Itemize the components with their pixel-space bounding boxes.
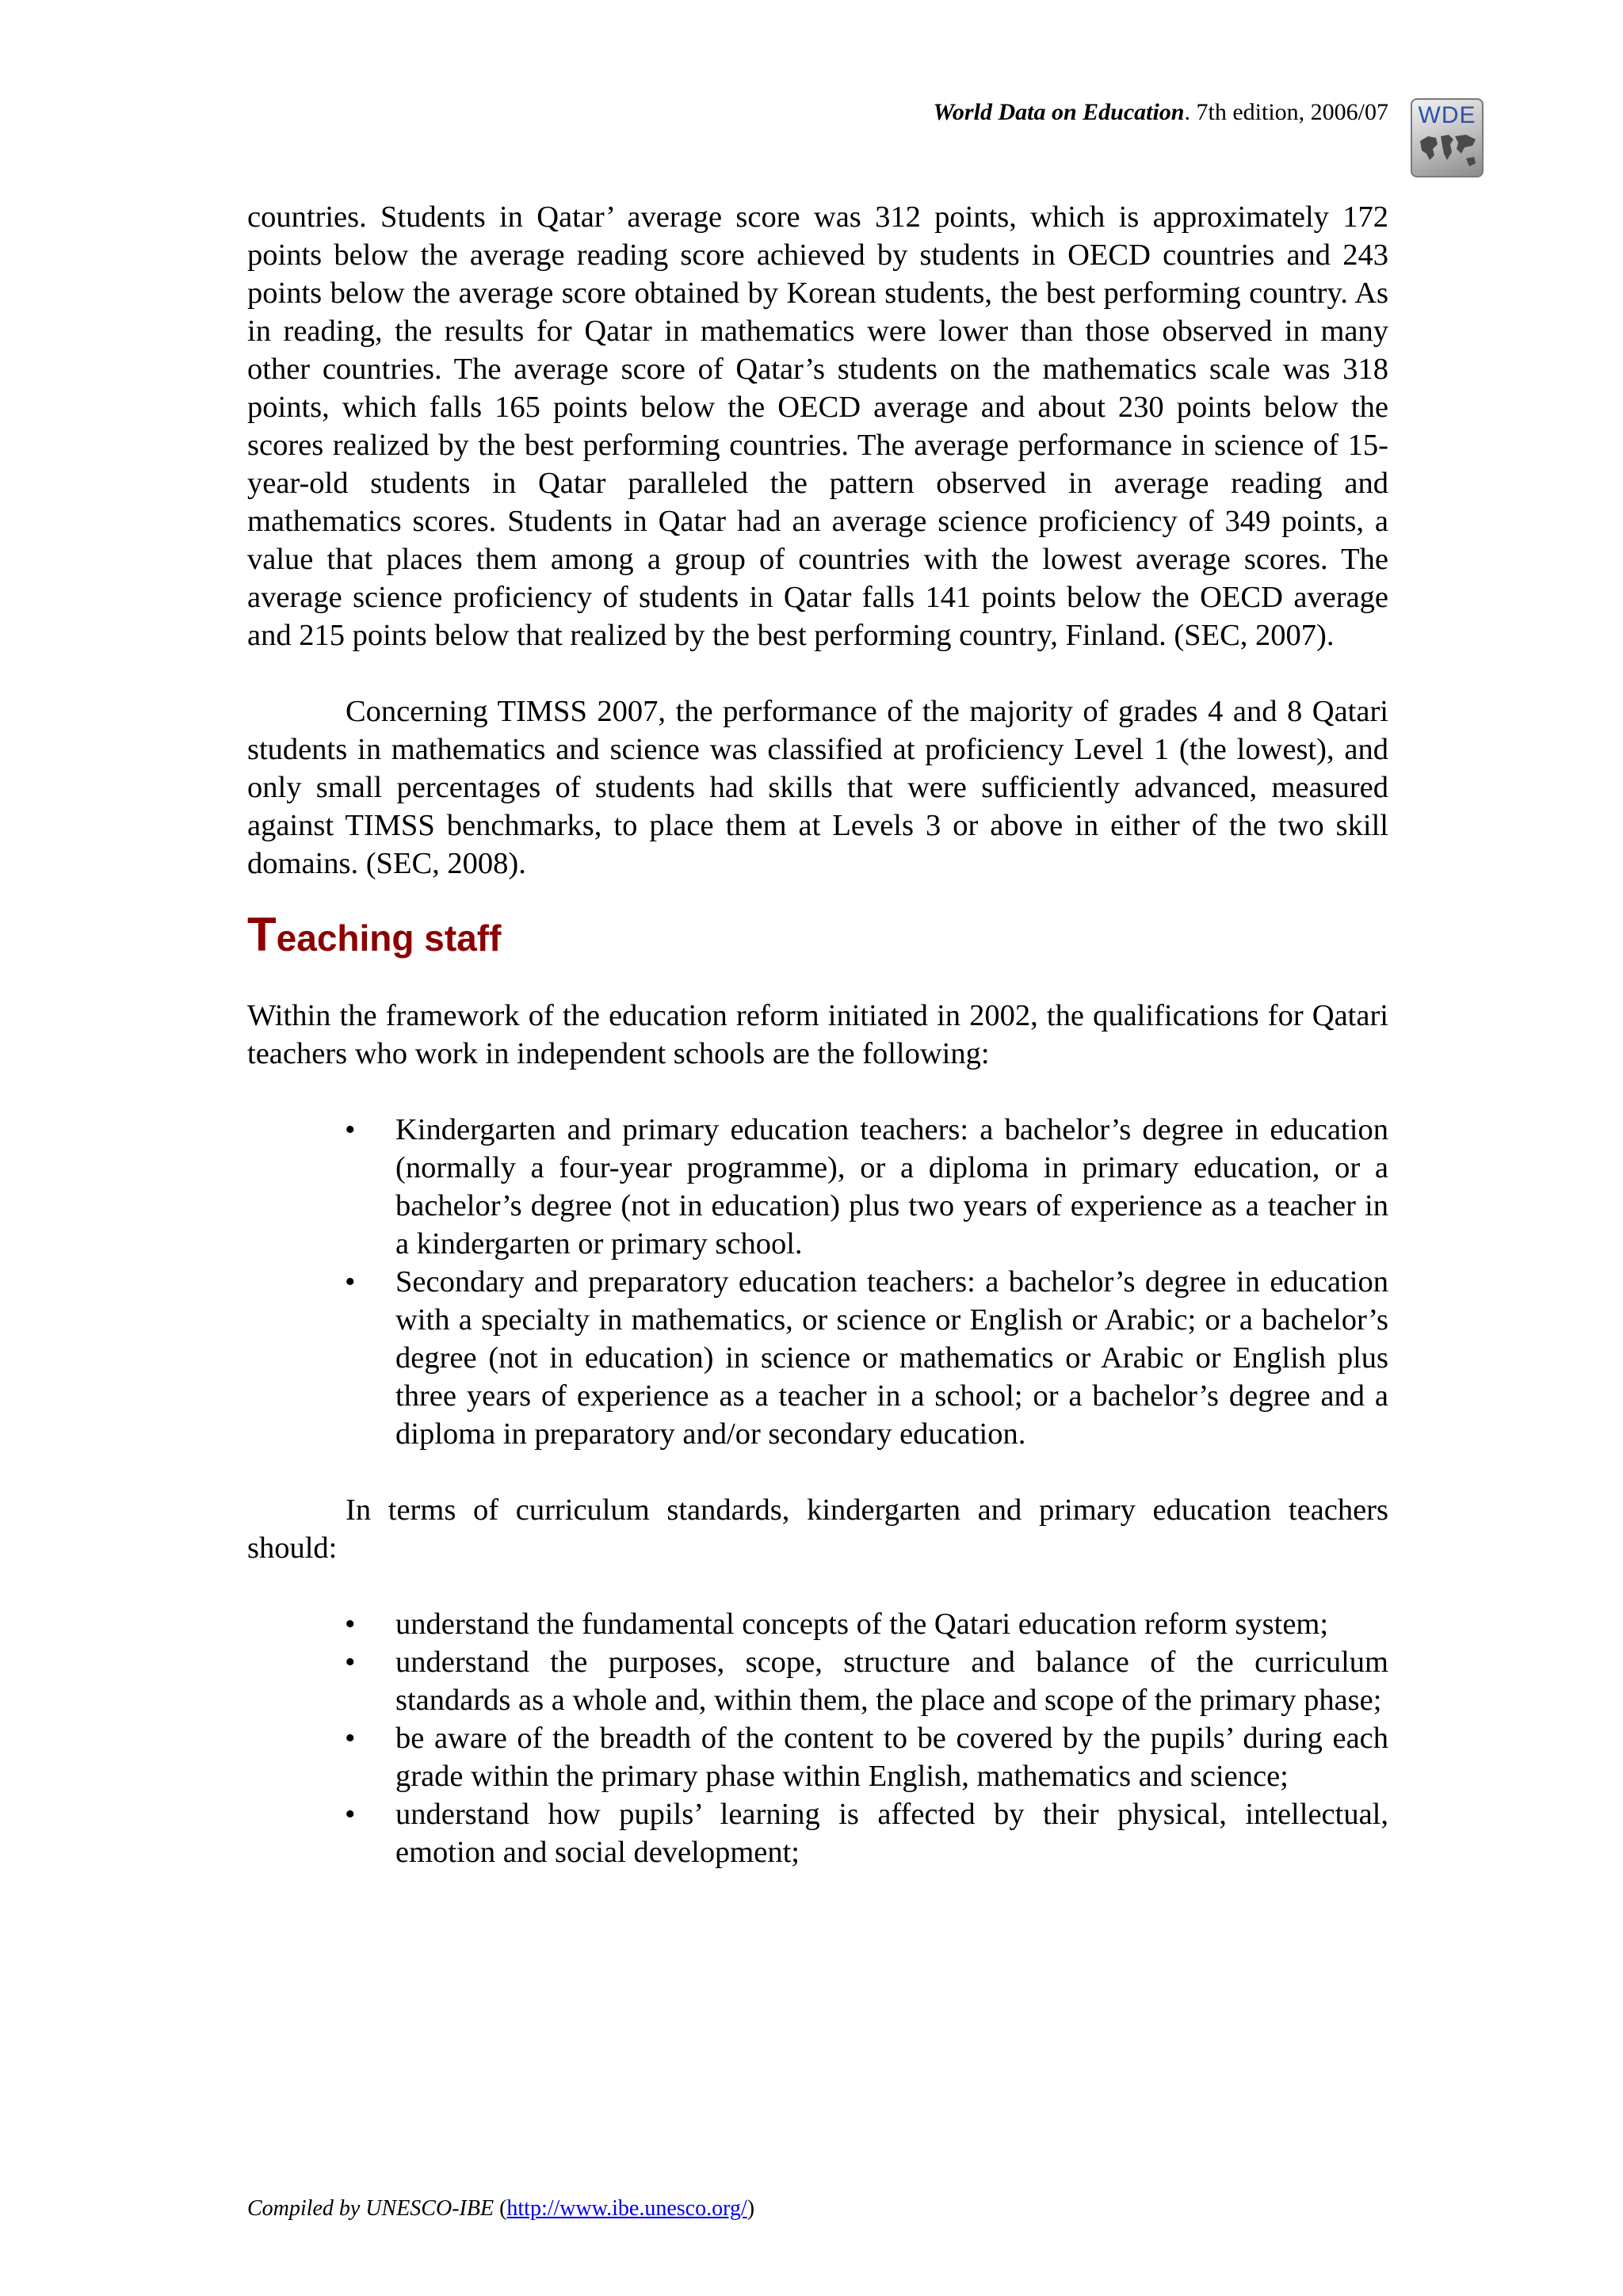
page-footer	[247, 2195, 1388, 2223]
list-item	[345, 1643, 1388, 1719]
qualifications-list	[247, 1111, 1388, 1453]
list-item-text: Kindergarten and primary education teachers: a bachelor’s degree in education (normally a four-year programme), or a diploma in primary education, or a bachelor’s degree (not in education) plus two years of experience as a teacher in a kindergarten or primary school.	[395, 1113, 1388, 1261]
publication-title: World Data on Education	[933, 99, 1185, 125]
running-header	[792, 97, 1388, 128]
footer-paren-open: (	[494, 2196, 507, 2221]
edition-text: . 7th edition, 2006/07	[1184, 99, 1388, 125]
bullet-icon: •	[345, 1798, 356, 1831]
list-item-text: Secondary and preparatory education teachers: a bachelor’s degree in education with a specialty in mathematics, or science or English or Arabic; or a bachelor’s degree (not in education) in science or mathematics or Arabic or English plus three years of experience as a teacher in a school; or a bachelor’s degree and a diploma in preparatory and/or secondary education.	[395, 1265, 1388, 1451]
list-item	[345, 1719, 1388, 1795]
list-item	[345, 1263, 1388, 1453]
bullet-icon: •	[345, 1608, 356, 1641]
paragraph-qualifications-intro: Within the framework of the education reform initiated in 2002, the qualifications for Qatari teachers who work in independent schools are the following:	[247, 999, 1388, 1070]
list-item	[345, 1111, 1388, 1263]
bullet-icon: •	[345, 1113, 356, 1146]
list-item-text: understand the purposes, scope, structure and balance of the curriculum standards as a whole and, within them, the place and scope of the primary phase;	[395, 1646, 1388, 1717]
bullet-icon: •	[345, 1722, 356, 1755]
curriculum-standards-list	[247, 1605, 1388, 1871]
heading-rest: eaching staff	[276, 917, 502, 959]
list-item-text: understand the fundamental concepts of the Qatari education reform system;	[395, 1608, 1329, 1641]
world-map-icon	[1417, 132, 1479, 173]
paragraph-curriculum-standards: In terms of curriculum standards, kindergarten and primary education teachers should:	[247, 1493, 1388, 1565]
list-item-text: understand how pupils’ learning is affected by their physical, intellectual, emotion and social development;	[395, 1798, 1388, 1869]
logo-text: WDE	[1418, 102, 1476, 128]
wde-logo	[1411, 98, 1484, 177]
ibe-website-link[interactable]: http://www.ibe.unesco.org/	[506, 2196, 747, 2221]
footer-paren-close: )	[747, 2196, 755, 2221]
list-item-text: be aware of the breadth of the content to be covered by the pupils’ during each grade within the primary phase within English, mathematics and science;	[395, 1722, 1388, 1793]
footer-compiled-by: Compiled by UNESCO-IBE	[247, 2196, 495, 2221]
list-item	[345, 1795, 1388, 1871]
section-heading-teaching-staff	[247, 908, 1388, 961]
main-content	[247, 198, 1388, 1871]
bullet-icon: •	[345, 1265, 356, 1299]
list-item	[345, 1605, 1388, 1643]
paragraph-pisa-results: countries. Students in Qatar’ average score was 312 points, which is approximately 172 points below the average reading score achieved by students in OECD countries and 243 points below the average score obtained by Korean students, the best performing country. As in reading, the results for Qatar in mathematics were lower than those observed in many other countries. The average score of Qatar’s students on the mathematics scale was 318 points, which falls 165 points below the OECD average and about 230 points below the scores realized by the best performing countries. The average performance in science of 15-year-old students in Qatar paralleled the pattern observed in average reading and mathematics scores. Students in Qatar had an average science proficiency of 349 points, a value that places them among a group of countries with the lowest average scores. The average science proficiency of students in Qatar falls 141 points below the OECD average and 215 points below that realized by the best performing country, Finland. (SEC, 2007).	[247, 200, 1388, 652]
heading-initial: T	[247, 908, 277, 961]
paragraph-timss-results: Concerning TIMSS 2007, the performance of the majority of grades 4 and 8 Qatari students in mathematics and science was classified at proficiency Level 1 (the lowest), and only small percentages of students had skills that were sufficiently advanced, measured against TIMSS benchmarks, to place them at Levels 3 or above in either of the two skill domains. (SEC, 2008).	[247, 695, 1388, 880]
bullet-icon: •	[345, 1646, 356, 1679]
